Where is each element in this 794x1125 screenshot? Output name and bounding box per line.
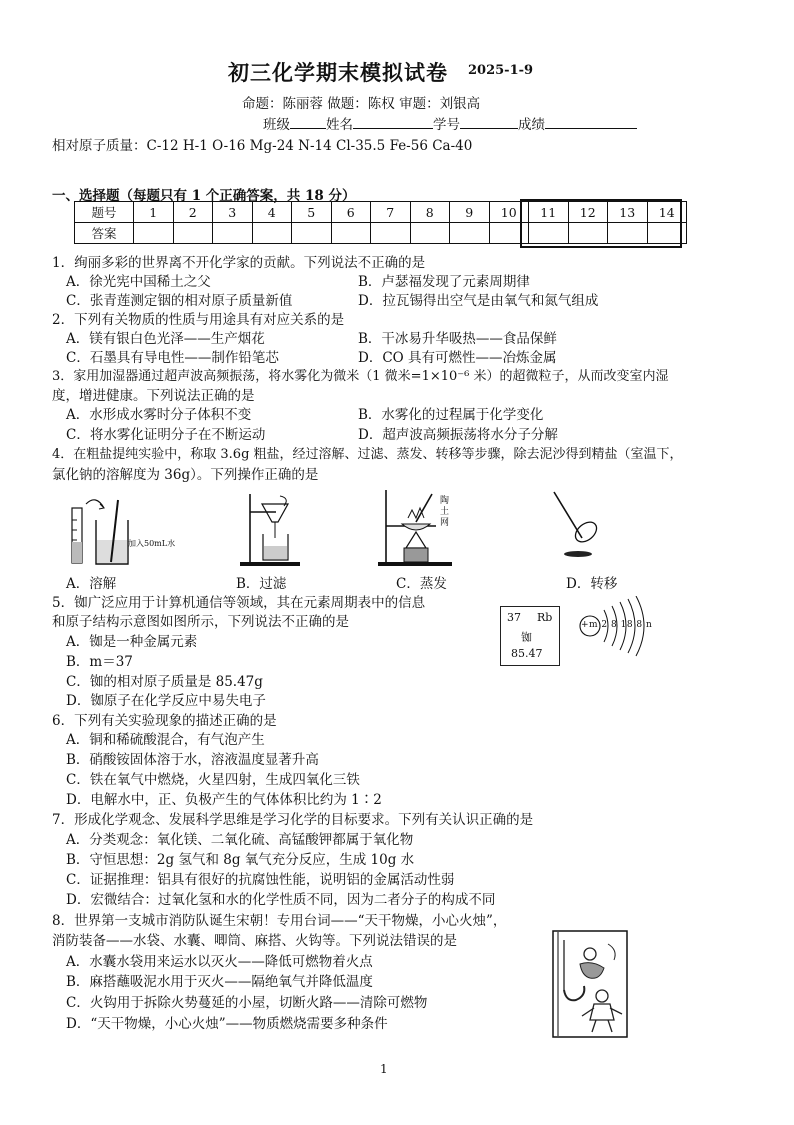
question-number: 8 — [410, 202, 450, 223]
q2-option-b: B．干冰易升华吸热——食品保鲜 — [358, 331, 557, 347]
evaporating-figure — [376, 488, 466, 572]
answer-table-highlight-box — [520, 199, 682, 248]
answer-cell[interactable] — [173, 223, 213, 244]
q5-option-c: C．铷的相对原子质量是 85.47g — [66, 674, 263, 690]
q5-stem-line2: 和原子结构示意图如图所示，下列说法不正确的是 — [52, 614, 349, 630]
answer-cell[interactable] — [292, 223, 332, 244]
q6-option-c: C．铁在氧气中燃烧，火星四射，生成四氧化三铁 — [66, 772, 360, 788]
class-label: 班级 — [263, 117, 290, 133]
q4-option-a: A．溶解 — [66, 576, 117, 592]
answer-cell[interactable] — [371, 223, 411, 244]
answer-cell[interactable] — [134, 223, 174, 244]
question-number: 9 — [450, 202, 490, 223]
name-label: 姓名 — [326, 117, 353, 133]
atomic-mass: 85.47 — [511, 647, 543, 660]
question-number: 13 — [608, 202, 648, 223]
q2-option-a: A．镁有银白色光泽——生产烟花 — [66, 331, 265, 347]
question-number: 10 — [489, 202, 529, 223]
question-number: 7 — [371, 202, 411, 223]
q4-stem-line1: 4．在粗盐提纯实验中，称取 3.6g 粗盐，经过溶解、过滤、蒸发、转移等步骤，除去泥沙得到精盐（室温下， — [52, 447, 683, 462]
ancient-firefighting-illustration — [552, 930, 628, 1038]
q4-figure-gauze-label: 陶土网 — [440, 496, 450, 528]
question-number: 14 — [647, 202, 687, 223]
question-number: 3 — [213, 202, 253, 223]
answer-cell[interactable] — [410, 223, 450, 244]
score-label: 成绩 — [518, 117, 545, 133]
section-heading: 一、选择题（每题只有 1 个正确答案，共 18 分） — [52, 188, 356, 204]
answer-cell[interactable] — [213, 223, 253, 244]
q7-option-c: C．证据推理：铝具有很好的抗腐蚀性能，说明铝的金属活动性弱 — [66, 872, 455, 888]
q7-stem: 7．形成化学观念、发展科学思维是学习化学的目标要求。下列有关认识正确的是 — [52, 812, 534, 828]
q4-option-c: C．蒸发 — [396, 576, 447, 592]
q3-stem-line2: 度，增进健康。下列说法正确的是 — [52, 388, 255, 404]
exam-title: 初三化学期末模拟试卷 — [228, 60, 448, 85]
q4-option-b: B．过滤 — [236, 576, 287, 592]
q8-option-b: B．麻搭蘸吸泥水用于灭火——隔绝氧气并降低温度 — [66, 974, 373, 990]
q8-stem-line2: 消防装备——水袋、水囊、唧筒、麻搭、火钩等。下列说法错误的是 — [52, 933, 457, 949]
q6-option-d: D．电解水中，正、负极产生的气体体积比约为 1∶2 — [66, 792, 382, 808]
q3-option-b: B．水雾化的过程属于化学变化 — [358, 407, 544, 423]
q8-option-d: D．“天干物燥，小心火烛”——物质燃烧需要多种条件 — [66, 1016, 388, 1032]
q1-option-c: C．张青莲测定铟的相对原子质量新值 — [66, 293, 293, 309]
q3-option-a: A．水形成水雾时分子体积不变 — [66, 407, 252, 423]
question-number: 1 — [134, 202, 174, 223]
q8-option-a: A．水囊水袋用来运水以灭火——降低可燃物着火点 — [66, 954, 373, 970]
atom-shell-numbers: +m 2 8 18 8 n — [581, 620, 653, 630]
q3-option-c: C．将水雾化证明分子在不断运动 — [66, 427, 266, 443]
transferring-figure — [548, 490, 618, 570]
atomic-number: 37 — [507, 611, 521, 624]
q5-option-a: A．铷是一种金属元素 — [66, 634, 198, 650]
q7-option-b: B．守恒思想：2g 氢气和 8g 氧气充分反应，生成 10g 水 — [66, 852, 415, 868]
q7-option-d: D．宏微结合：过氧化氢和水的化学性质不同，因为二者分子的构成不同 — [66, 892, 496, 908]
q1-option-b: B．卢瑟福发现了元素周期律 — [358, 274, 530, 290]
q1-option-a: A．徐光宪中国稀土之父 — [66, 274, 211, 290]
score-field[interactable] — [545, 114, 637, 129]
q1-stem: 1．绚丽多彩的世界离不开化学家的贡献。下列说法不正确的是 — [52, 255, 426, 271]
question-number: 6 — [331, 202, 371, 223]
element-symbol: Rb — [537, 611, 553, 624]
q5-option-d: D．铷原子在化学反应中易失电子 — [66, 693, 266, 709]
element-info-box — [500, 606, 560, 666]
q1-option-d: D．拉瓦锡得出空气是由氧气和氮气组成 — [358, 293, 599, 309]
filtering-figure — [236, 490, 316, 570]
student-info-line — [263, 113, 637, 133]
exam-date: 2025-1-9 — [468, 63, 534, 78]
element-name: 铷 — [521, 631, 532, 644]
q6-option-a: A．铜和稀硫酸混合，有气泡产生 — [66, 732, 265, 748]
q6-option-b: B．硝酸铵固体溶于水，溶液温度显著升高 — [66, 752, 319, 768]
answer-cell[interactable] — [252, 223, 292, 244]
class-field[interactable] — [290, 114, 326, 129]
q6-stem: 6．下列有关实验现象的描述正确的是 — [52, 713, 277, 729]
question-number: 11 — [529, 202, 569, 223]
atomic-masses: 相对原子质量：C-12 H-1 O-16 Mg-24 N-14 Cl-35.5 Fe-56 Ca-40 — [52, 138, 473, 154]
q2-option-c: C．石墨具有导电性——制作铅笔芯 — [66, 350, 279, 366]
q7-option-a: A．分类观念：氧化镁、二氧化硫、高锰酸钾都属于氧化物 — [66, 832, 414, 848]
exam-authors: 命题：陈丽蓉 做题：陈权 审题：刘银高 — [242, 96, 481, 112]
answer-cell[interactable] — [331, 223, 371, 244]
q8-stem-line1: 8．世界第一支城市消防队诞生宋朝！专用台词——“天干物燥，小心火烛”， — [52, 913, 507, 929]
number-row-label: 题号 — [75, 202, 134, 223]
dissolving-figure — [66, 490, 176, 570]
page-number: 1 — [380, 1062, 388, 1076]
q3-option-d: D．超声波高频振荡将水分子分解 — [358, 427, 558, 443]
q4-option-d: D．转移 — [566, 576, 618, 592]
question-number: 4 — [252, 202, 292, 223]
q2-option-d: D．CO 具有可燃性——冶炼金属 — [358, 350, 557, 366]
question-number: 2 — [173, 202, 213, 223]
question-number: 5 — [292, 202, 332, 223]
question-number: 12 — [568, 202, 608, 223]
answer-row-label: 答案 — [75, 223, 134, 244]
name-field[interactable] — [353, 114, 433, 129]
id-label: 学号 — [433, 117, 460, 133]
q5-stem-line1: 5．铷广泛应用于计算机通信等领域，其在元素周期表中的信息 — [52, 595, 426, 611]
answer-cell[interactable] — [450, 223, 490, 244]
q2-stem: 2．下列有关物质的性质与用途具有对应关系的是 — [52, 312, 345, 328]
id-field[interactable] — [460, 114, 518, 129]
q4-stem-line2: 氯化钠的溶解度为 36g）。下列操作正确的是 — [52, 467, 319, 483]
q4-figure-water-label: 加入50mL水 — [128, 539, 176, 548]
q8-option-c: C．火钩用于拆除火势蔓延的小屋，切断火路——清除可燃物 — [66, 995, 428, 1011]
q5-option-b: B．m＝37 — [66, 654, 133, 670]
q3-stem-line1: 3．家用加湿器通过超声波高频振荡，将水雾化为微米（1 微米=1×10⁻⁶ 米）的超微粒子，从而改变室内湿 — [52, 369, 669, 384]
